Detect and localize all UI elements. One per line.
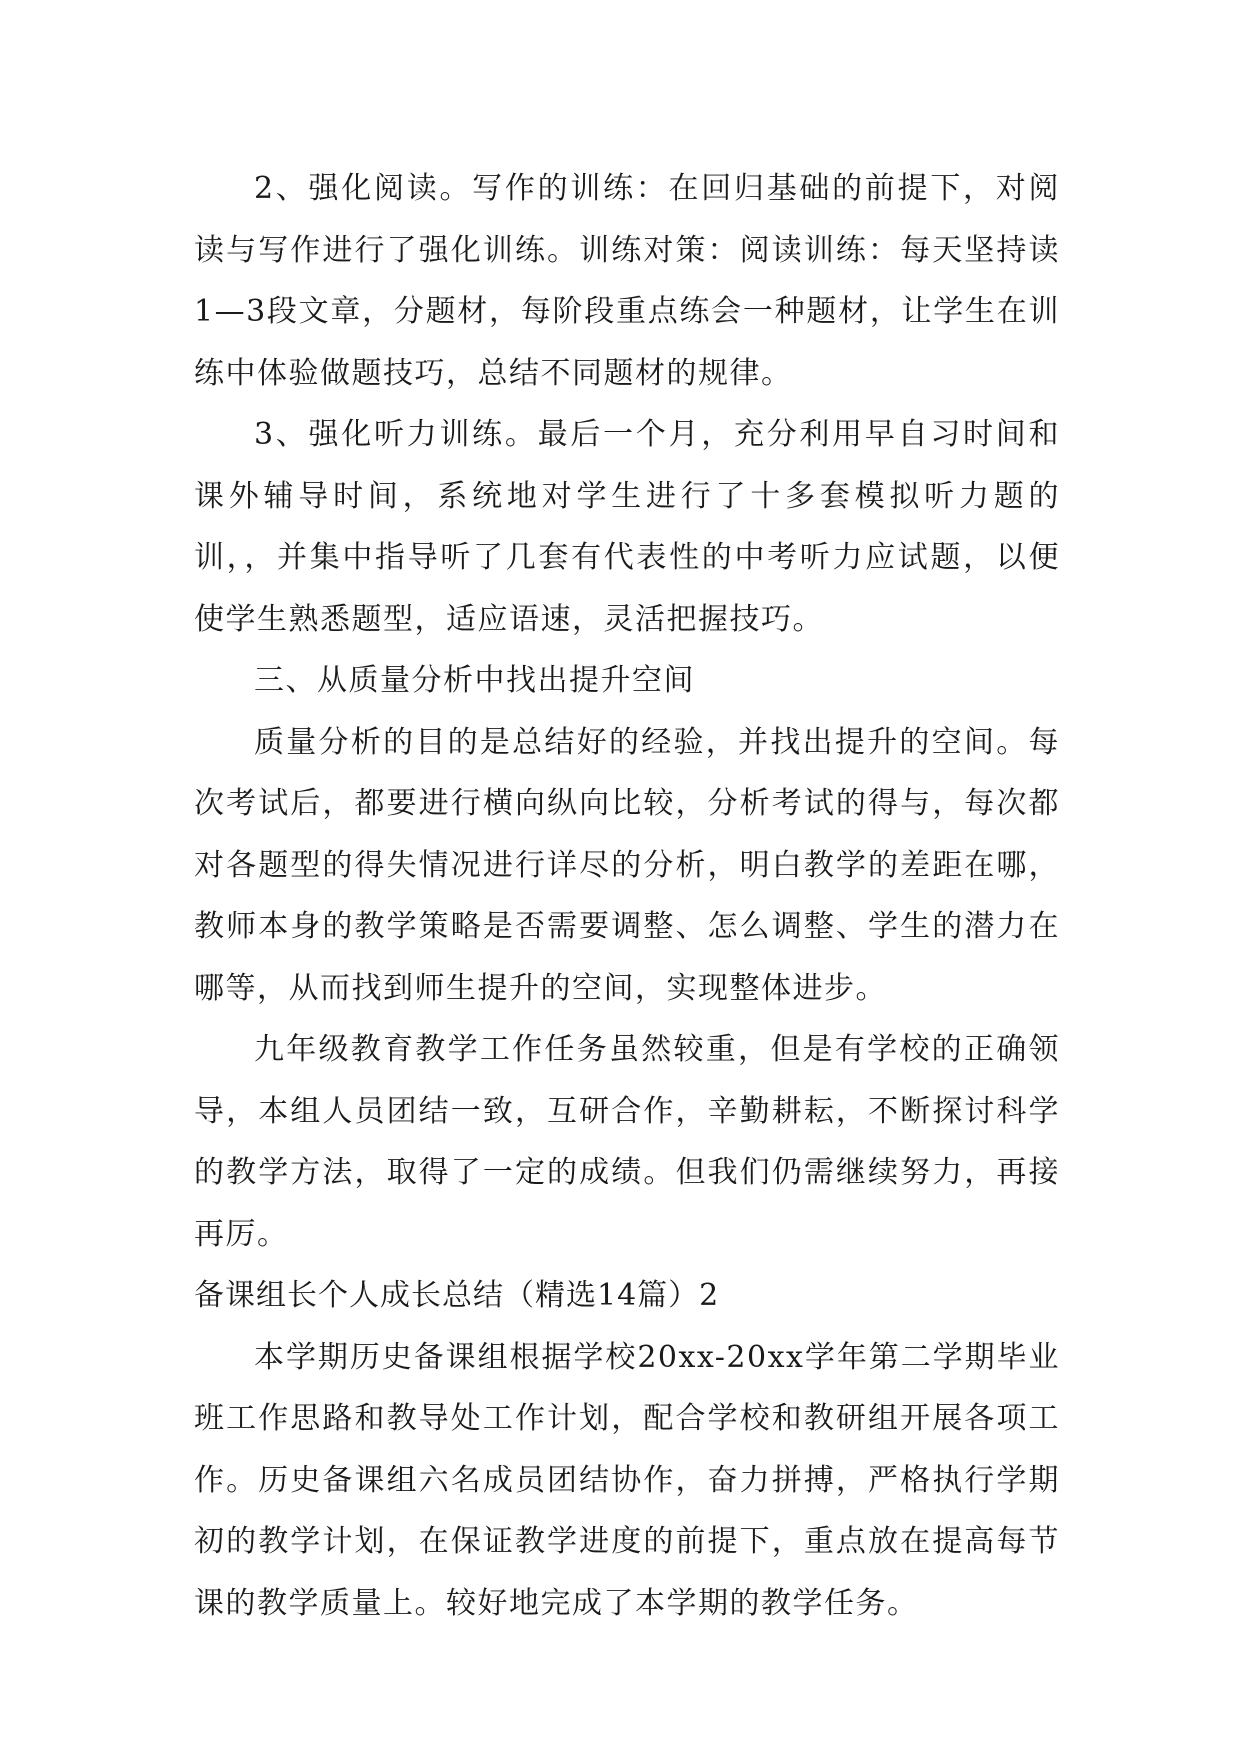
- document-body: [194, 158, 1060, 1634]
- paragraph-quality-analysis: 质量分析的目的是总结好的经验，并找出提升的空间。每次考试后，都要进行横向纵向比较，分析考试的得与，每次都对各题型的得失情况进行详尽的分析，明白教学的差距在哪，教师本身的教学策略是否需要调整、怎么调整、学生的潜力在哪等，从而找到师生提升的空间，实现整体进步。: [194, 724, 1060, 1006]
- subheading-quality-analysis: 三、从质量分析中找出提升空间: [254, 663, 695, 698]
- section-title: 备课组长个人成长总结（精选14篇）2: [194, 1278, 720, 1313]
- paragraph-history-group: 本学期历史备课组根据学校20xx-20xx学年第二学期毕业班工作思路和教导处工作计划，配合学校和教研组开展各项工作。历史备课组六名成员团结协作，奋力拼搏，严格执行学期初的教学计划，在保证教学进度的前提下，重点放在提高每节课的教学质量上。较好地完成了本学期的教学任务。: [194, 1339, 1060, 1621]
- paragraph-reading-training: 2、强化阅读。写作的训练：在回归基础的前提下，对阅读与写作进行了强化训练。训练对策：阅读训练：每天坚持读1—3段文章，分题材，每阶段重点练会一种题材，让学生在训练中体验做题技巧，总结不同题材的规律。: [194, 171, 1060, 391]
- paragraph-conclusion: 九年级教育教学工作任务虽然较重，但是有学校的正确领导，本组人员团结一致，互研合作，辛勤耕耘，不断探讨科学的教学方法，取得了一定的成绩。但我们仍需继续努力，再接再厉。: [194, 1032, 1060, 1252]
- paragraph-listening-training: 3、强化听力训练。最后一个月，充分利用早自习时间和课外辅导时间，系统地对学生进行了十多套模拟听力题的训，，并集中指导听了几套有代表性的中考听力应试题，以便使学生熟悉题型，适应语速，灵活把握技巧。: [194, 417, 1060, 637]
